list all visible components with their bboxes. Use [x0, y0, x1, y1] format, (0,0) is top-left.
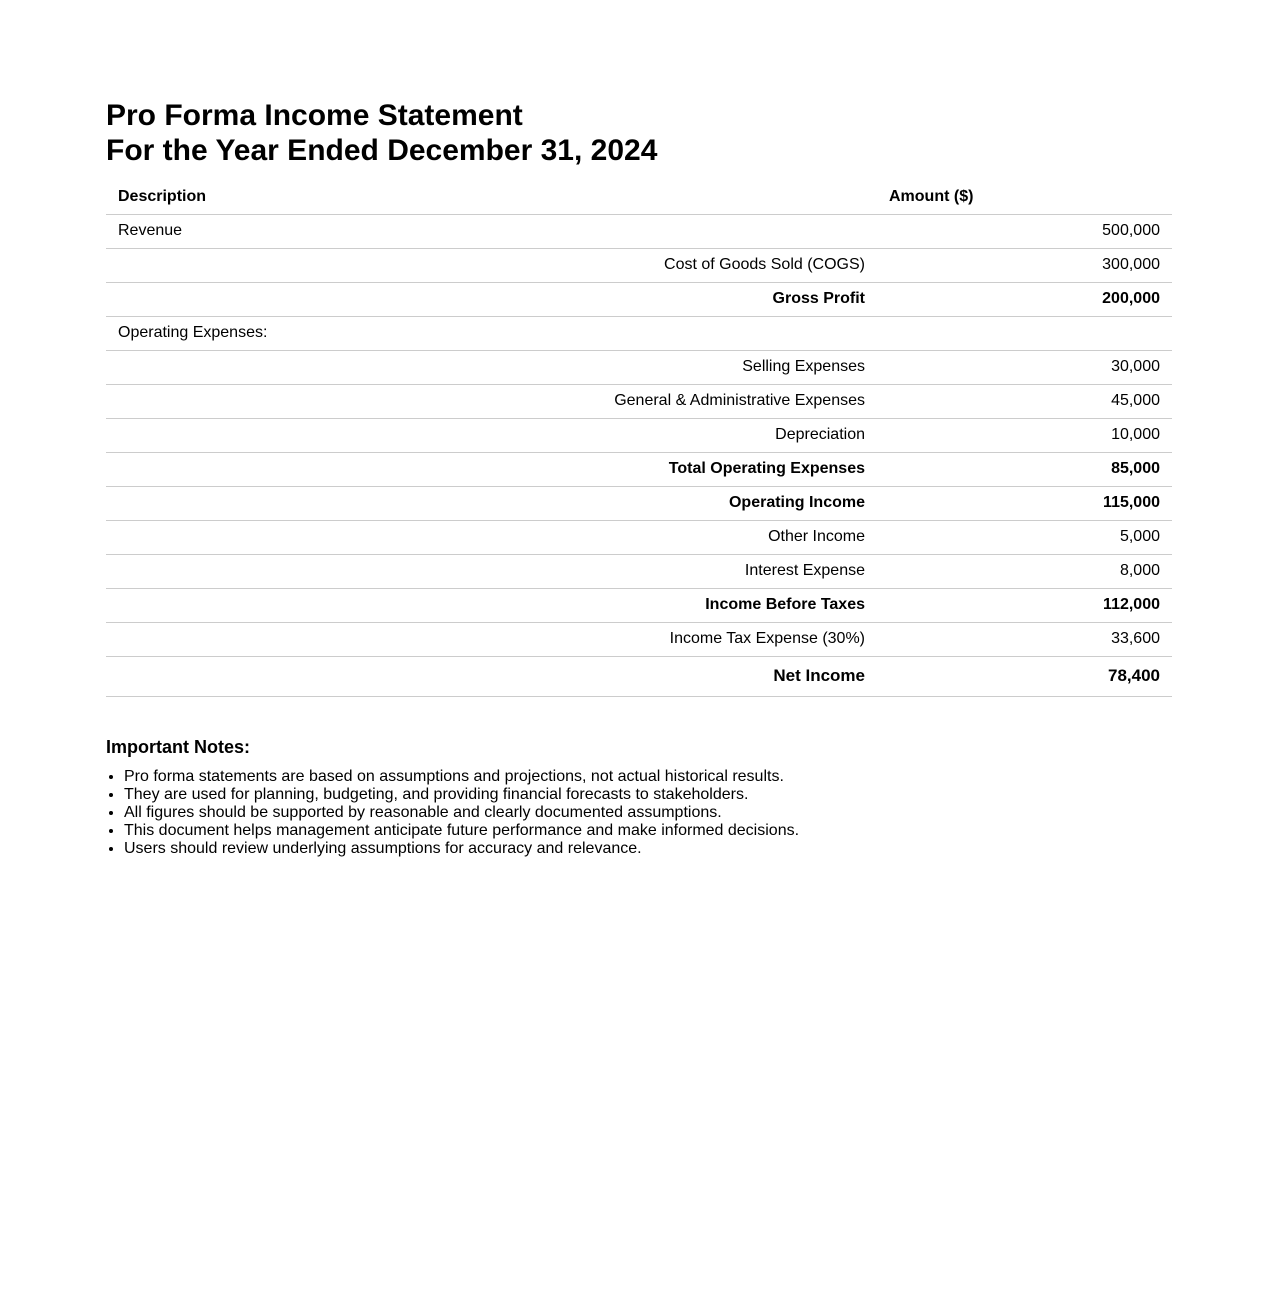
- row-income-tax-expense: [106, 622, 1172, 656]
- row-label: Income Before Taxes: [106, 588, 877, 622]
- row-amount: 200,000: [877, 282, 1172, 316]
- table-header-row: [106, 180, 1172, 214]
- row-amount: 115,000: [877, 486, 1172, 520]
- notes-heading: Important Notes:: [106, 736, 250, 757]
- row-label: Revenue: [106, 214, 877, 248]
- row-label: Total Operating Expenses: [106, 452, 877, 486]
- row-label: Operating Expenses:: [106, 316, 877, 350]
- row-amount: 45,000: [877, 384, 1172, 418]
- row-label: Gross Profit: [106, 282, 877, 316]
- row-gross-profit: [106, 282, 1172, 316]
- row-label: Operating Income: [106, 486, 877, 520]
- row-general-admin-expenses: [106, 384, 1172, 418]
- statement-page: [106, 98, 1172, 858]
- row-label: Net Income: [106, 656, 877, 696]
- row-cogs: [106, 248, 1172, 282]
- list-item: • Pro forma statements are based on assumptions and projections, not actual historical results.: [124, 768, 1172, 786]
- page-title: [106, 98, 1172, 168]
- list-item: • All figures should be supported by reasonable and clearly documented assumptions.: [124, 804, 1172, 822]
- amount-column-header: Amount ($): [877, 180, 1172, 214]
- row-amount: [877, 316, 1172, 350]
- row-amount: 300,000: [877, 248, 1172, 282]
- row-amount: 10,000: [877, 418, 1172, 452]
- row-selling-expenses: [106, 350, 1172, 384]
- row-other-income: [106, 520, 1172, 554]
- row-amount: 33,600: [877, 622, 1172, 656]
- row-label: General & Administrative Expenses: [106, 384, 877, 418]
- row-label: Selling Expenses: [106, 350, 877, 384]
- row-amount: 5,000: [877, 520, 1172, 554]
- row-label: Cost of Goods Sold (COGS): [106, 248, 877, 282]
- description-column-header: Description: [106, 180, 877, 214]
- row-amount: 30,000: [877, 350, 1172, 384]
- title-line-2: For the Year Ended December 31, 2024: [106, 134, 658, 167]
- row-label: Interest Expense: [106, 554, 877, 588]
- list-item: • This document helps management anticipate future performance and make informed decisions.: [124, 822, 1172, 840]
- row-revenue: [106, 214, 1172, 248]
- row-label: Other Income: [106, 520, 877, 554]
- row-total-operating-expenses: [106, 452, 1172, 486]
- row-amount: 78,400: [877, 656, 1172, 696]
- notes-list: [106, 768, 1172, 858]
- row-amount: 8,000: [877, 554, 1172, 588]
- row-operating-expenses-heading: [106, 316, 1172, 350]
- list-item: • Users should review underlying assumptions for accuracy and relevance.: [124, 840, 1172, 858]
- row-amount: 112,000: [877, 588, 1172, 622]
- row-label: Income Tax Expense (30%): [106, 622, 877, 656]
- notes-section: [106, 737, 1172, 858]
- title-line-1: Pro Forma Income Statement: [106, 99, 523, 132]
- list-item: • They are used for planning, budgeting, and providing financial forecasts to stakeholders.: [124, 786, 1172, 804]
- row-depreciation: [106, 418, 1172, 452]
- row-interest-expense: [106, 554, 1172, 588]
- income-statement-table: [106, 180, 1172, 697]
- row-label: Depreciation: [106, 418, 877, 452]
- row-income-before-taxes: [106, 588, 1172, 622]
- row-operating-income: [106, 486, 1172, 520]
- row-amount: 85,000: [877, 452, 1172, 486]
- row-amount: 500,000: [877, 214, 1172, 248]
- row-net-income: [106, 656, 1172, 696]
